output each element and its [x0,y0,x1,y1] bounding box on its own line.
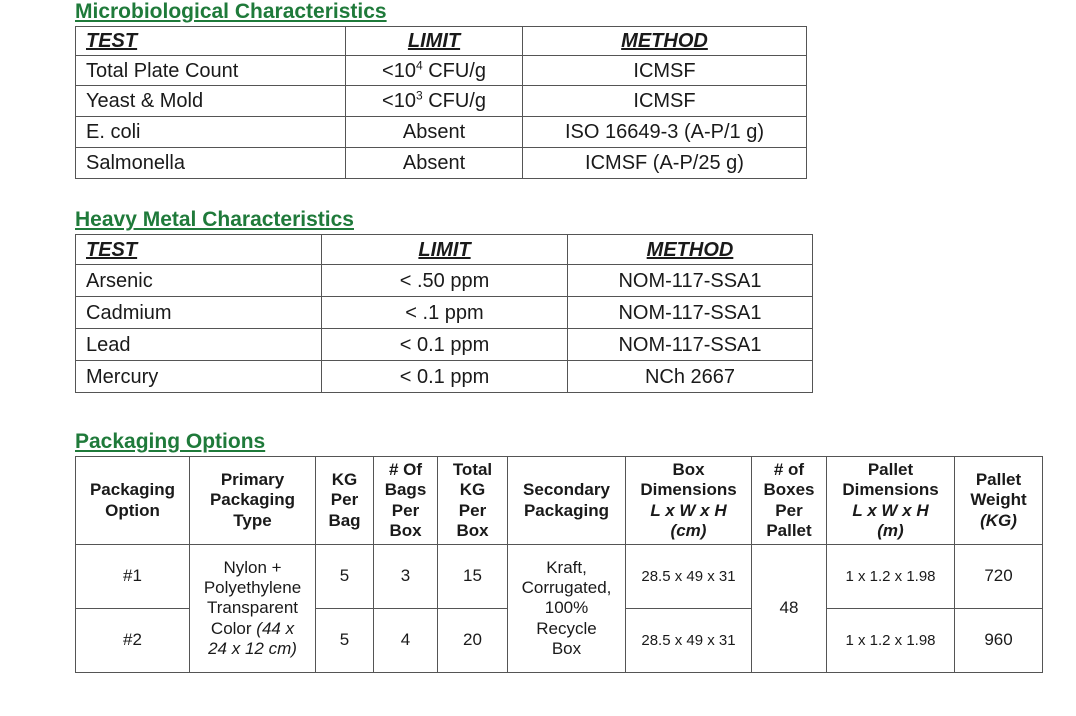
table-row [76,545,1043,609]
table-row [76,265,813,297]
test-cell: Arsenic [76,265,322,297]
packaging-title: Packaging Options [75,430,266,453]
table-header-row [76,235,813,265]
pallet-weight-cell: 960 [955,609,1043,673]
test-cell: Cadmium [76,297,322,329]
heavy-table [75,234,813,393]
table-row [76,148,807,179]
method-cell: NCh 2667 [568,361,813,393]
limit-cell: $<10^4$ CFU/g [346,56,523,86]
kg-per-bag-cell: 5 [316,545,374,609]
box-dimensions-cell: 28.5 x 49 x 31 [626,609,752,673]
method-cell: ICMSF [523,86,807,117]
limit-cell: < 0.1 ppm [322,329,568,361]
bags-per-box-cell: 4 [374,609,438,673]
header-boxes-per-pallet: # of Boxes Per Pallet [752,457,827,545]
kg-per-bag-cell: 5 [316,609,374,673]
method-cell: NOM-117-SSA1 [568,329,813,361]
boxes-per-pallet-cell: 48 [752,545,827,673]
table-row [76,361,813,393]
table-row [76,56,807,86]
secondary-packaging-cell: Kraft, Corrugated, 100% Recycle Box [508,545,626,673]
limit-cell: Absent [346,117,523,148]
limit-cell: < .1 ppm [322,297,568,329]
micro-title: Microbiological Characteristics [75,0,387,23]
pallet-dimensions-cell: 1 x 1.2 x 1.98 [827,609,955,673]
method-cell: NOM-117-SSA1 [568,265,813,297]
header-box-dimensions: Box Dimensions L x W x H (cm) [626,457,752,545]
test-cell: Lead [76,329,322,361]
limit-cell: < .50 ppm [322,265,568,297]
table-row [76,297,813,329]
micro-table [75,26,807,179]
header-method: METHOD [568,235,813,265]
pallet-dimensions-cell: 1 x 1.2 x 1.98 [827,545,955,609]
option-cell: #2 [76,609,190,673]
header-limit: LIMIT [322,235,568,265]
header-pallet-dimensions: Pallet Dimensions L x W x H (m) [827,457,955,545]
limit-cell: $<10^3$ CFU/g [346,86,523,117]
header-pallet-weight: Pallet Weight (KG) [955,457,1043,545]
table-row [76,86,807,117]
header-test: TEST [76,27,346,56]
header-primary-type: Primary Packaging Type [190,457,316,545]
test-cell: Mercury [76,361,322,393]
limit-cell: Absent [346,148,523,179]
total-kg-cell: 20 [438,609,508,673]
test-cell: E. coli [76,117,346,148]
header-packaging-option: Packaging Option [76,457,190,545]
box-dimensions-cell: 28.5 x 49 x 31 [626,545,752,609]
header-bags-per-box: # Of Bags Per Box [374,457,438,545]
method-cell: ICMSF (A-P/25 g) [523,148,807,179]
method-cell: NOM-117-SSA1 [568,297,813,329]
table-row [76,117,807,148]
header-test: TEST [76,235,322,265]
table-row [76,329,813,361]
option-cell: #1 [76,545,190,609]
header-method: METHOD [523,27,807,56]
bags-per-box-cell: 3 [374,545,438,609]
heavy-title: Heavy Metal Characteristics [75,208,354,231]
table-header-row [76,457,1043,545]
table-header-row [76,27,807,56]
header-limit: LIMIT [346,27,523,56]
test-cell: Total Plate Count [76,56,346,86]
method-cell: ICMSF [523,56,807,86]
method-cell: ISO 16649-3 (A-P/1 g) [523,117,807,148]
total-kg-cell: 15 [438,545,508,609]
limit-cell: < 0.1 ppm [322,361,568,393]
primary-type-cell: Nylon + Polyethylene Transparent Color (44 x 24 x 12 cm) [190,545,316,673]
header-secondary-packaging: Secondary Packaging [508,457,626,545]
test-cell: Yeast & Mold [76,86,346,117]
pallet-weight-cell: 720 [955,545,1043,609]
header-total-kg-per-box: Total KG Per Box [438,457,508,545]
packaging-table [75,456,1043,673]
header-kg-per-bag: KG Per Bag [316,457,374,545]
test-cell: Salmonella [76,148,346,179]
